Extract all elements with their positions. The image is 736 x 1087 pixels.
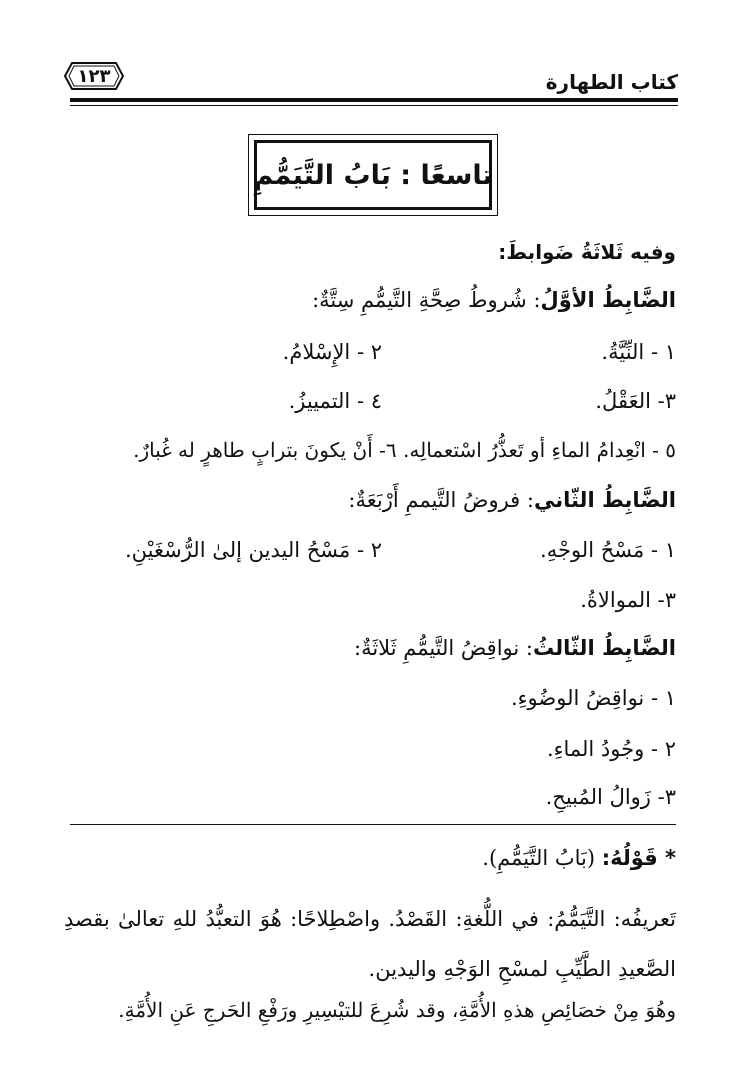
commentary-quote: (بَابُ التَّيَمُّمِ). [482, 846, 596, 870]
rule2-heading: الضَّابِطُ الثّاني [533, 488, 676, 512]
rule1-heading: الضَّابِطُ الأوَّلُ [540, 288, 676, 312]
rule1-item-5-6: ٥ - انْعِدامُ الماءِ أو تَعذُّرُ اسْتعمالِه. ٦- أَنْ يكونَ بترابٍ طاهرٍ له غُبارٌ. [133, 438, 676, 462]
running-header-title: كتاب الطهارة [545, 70, 678, 94]
header-rule-thick [70, 98, 678, 102]
commentary-quote-marker: * قَوْلُهُ: [601, 846, 676, 870]
section-title-box [248, 134, 498, 216]
commentary-definition: تَعريفُه: التَّيَمُّمُ: في اللُّغةِ: القَصْدُ. واصْطِلاحًا: هُوَ التعبُّدُ للهِ تعالىٰ بقصدِ الصَّعيدِ الطَّيِّبِ لمسْحِ الوَجْهِ واليدين. [64, 907, 676, 981]
commentary-quote-line [482, 846, 676, 870]
rule2-item-1: ١ - مَسْحُ الوجْهِ. [540, 538, 676, 562]
section-title: تاسعًا : بَابُ التَّيَمُّمِ [253, 159, 493, 191]
rule1-item-2: ٢ - الإِسْلامُ. [282, 340, 382, 364]
page-number-badge [64, 62, 124, 90]
commentary-closing: وهُوَ مِنْ خصَائِصِ هذهِ الأُمَّةِ، وقد شُرِعَ للتيْسِيرِ ورَفْعِ الحَرجِ عَنِ الأُمَّةِ. [118, 998, 676, 1022]
rule1-item-4: ٤ - التمييزُ. [288, 389, 382, 413]
rule1-line [312, 288, 676, 312]
rule3-item-1: ١ - نواقِضُ الوضُوءِ. [510, 686, 676, 710]
rule2-line [348, 488, 676, 512]
rule1-item-3: ٣- العَقْلُ. [595, 389, 676, 413]
rule1-item-1: ١ - النِّيَّةُ. [601, 340, 676, 364]
commentary-divider [70, 824, 676, 825]
rule3-item-3: ٣- زَوالُ المُبيحِ. [545, 785, 676, 809]
intro-line: وفيه ثَلاثَةُ ضَوابطَ: [498, 240, 676, 264]
rule3-text: : نواقِضُ التَّيمُّمِ ثَلاثَةٌ: [354, 636, 533, 660]
rule1-text: : شُروطُ صِحَّةِ التَّيمُّمِ سِتَّةٌ: [312, 288, 541, 312]
header-rule-thin [70, 105, 678, 106]
rule3-item-2: ٢ - وجُودُ الماءِ. [546, 737, 676, 761]
rule3-heading: الضَّابِطُ الثّالثُ [532, 636, 676, 660]
rule2-item-2: ٢ - مَسْحُ اليدين إلىٰ الرُّسْغَيْنِ. [125, 538, 382, 562]
rule3-line [354, 636, 676, 660]
page-number: ١٢٣ [77, 65, 111, 87]
rule2-text: : فروضُ التَّيممِ أَرْبَعَةٌ: [348, 488, 534, 512]
rule2-item-3: ٣- الموالاةُ. [580, 588, 676, 612]
